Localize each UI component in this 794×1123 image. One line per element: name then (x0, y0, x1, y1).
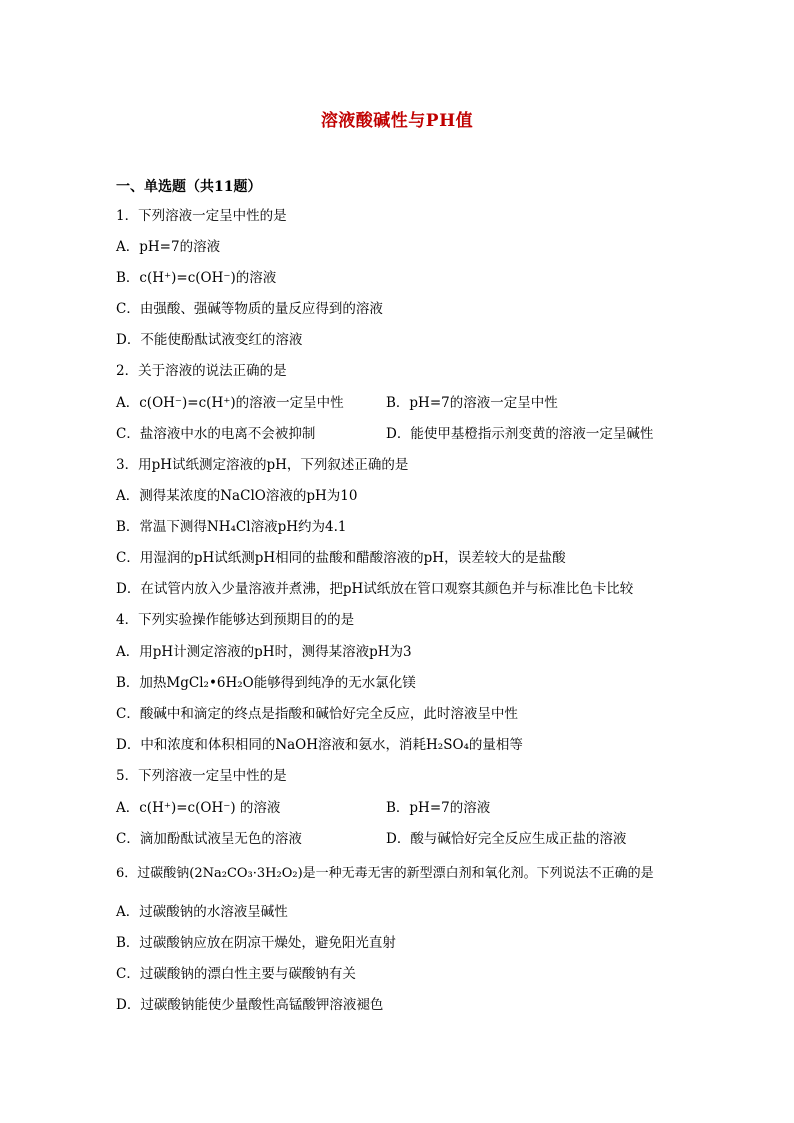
question-2-option-c: C．盐溶液中水的电离不会被抑制 (116, 426, 316, 442)
question-5-option-c: C．滴加酚酞试液呈无色的溶液 (116, 831, 302, 847)
question-1-option-d: D．不能使酚酞试液变红的溶液 (116, 332, 303, 348)
question-2-option-d: D．能使甲基橙指示剂变黄的溶液一定呈碱性 (386, 426, 654, 442)
question-5-option-d: D．酸与碱恰好完全反应生成正盐的溶液 (386, 831, 627, 847)
question-1-option-c: C．由强酸、强碱等物质的量反应得到的溶液 (116, 301, 383, 317)
question-4-option-d: D．中和浓度和体积相同的NaOH溶液和氨水，消耗H₂SO₄的量相等 (116, 737, 523, 753)
question-5-stem: 5．下列溶液一定呈中性的是 (116, 768, 287, 784)
question-1-option-b: B．c(H⁺)=c(OH⁻)的溶液 (116, 270, 277, 286)
question-5-option-b: B．pH=7的溶液 (386, 800, 491, 816)
question-2-option-a: A．c(OH⁻)=c(H⁺)的溶液一定呈中性 (116, 395, 344, 411)
question-6-option-d: D．过碳酸钠能使少量酸性高锰酸钾溶液褪色 (116, 997, 384, 1013)
question-3-option-b: B．常温下测得NH₄Cl溶液pH约为4.1 (116, 519, 347, 535)
question-2-option-b: B．pH=7的溶液一定呈中性 (386, 395, 558, 411)
question-6-option-a: A．过碳酸钠的水溶液呈碱性 (116, 904, 288, 920)
question-3-option-d: D．在试管内放入少量溶液并煮沸，把pH试纸放在管口观察其颜色并与标准比色卡比较 (116, 581, 634, 597)
question-4-option-a: A．用pH计测定溶液的pH时，测得某溶液pH为3 (116, 644, 412, 660)
question-4-option-c: C．酸碱中和滴定的终点是指酸和碱恰好完全反应，此时溶液呈中性 (116, 706, 518, 722)
document-title: 溶液酸碱性与PH值 (320, 111, 474, 131)
question-3-option-c: C．用湿润的pH试纸测pH相同的盐酸和醋酸溶液的pH，误差较大的是盐酸 (116, 550, 566, 566)
question-3-option-a: A．测得某浓度的NaClO溶液的pH为10 (116, 488, 358, 504)
question-3-stem: 3．用pH试纸测定溶液的pH，下列叙述正确的是 (116, 457, 409, 473)
question-4-stem: 4．下列实验操作能够达到预期目的的是 (116, 612, 355, 628)
question-1-option-a: A．pH=7的溶液 (116, 239, 221, 255)
question-4-option-b: B．加热MgCl₂•6H₂O能够得到纯净的无水氯化镁 (116, 675, 416, 691)
question-6-option-c: C．过碳酸钠的漂白性主要与碳酸钠有关 (116, 966, 356, 982)
question-5-option-a: A．c(H⁺)=c(OH⁻) 的溶液 (116, 800, 281, 816)
question-2-stem: 2．关于溶液的说法正确的是 (116, 363, 287, 379)
section-heading: 一、单选题（共11题） (116, 179, 262, 195)
question-6-option-b: B．过碳酸钠应放在阴凉干燥处，避免阳光直射 (116, 935, 396, 951)
question-1-stem: 1．下列溶液一定呈中性的是 (116, 208, 287, 224)
question-6-stem: 6．过碳酸钠(2Na₂CO₃·3H₂O₂)是一种无毒无害的新型漂白剂和氧化剂。下列说法不正确的是 (116, 866, 654, 881)
